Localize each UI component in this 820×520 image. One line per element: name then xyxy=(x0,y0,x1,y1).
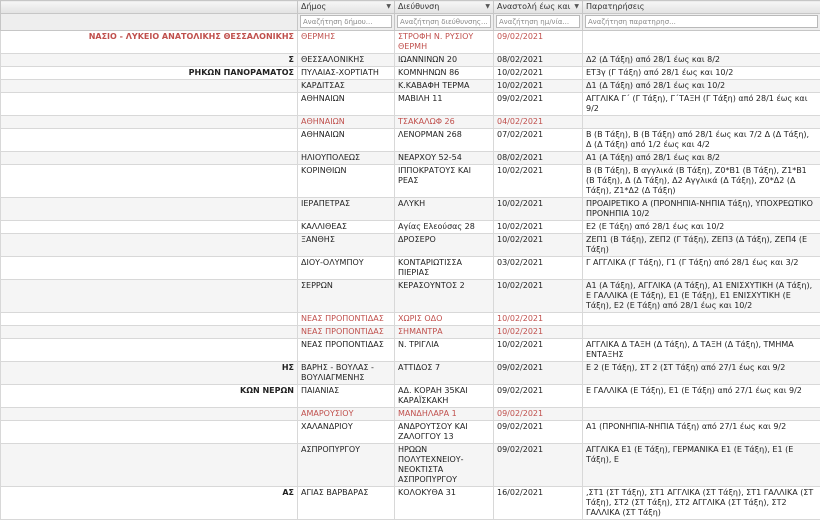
table-row[interactable] xyxy=(1,421,820,444)
filter-cell-address xyxy=(395,14,494,31)
school-cell xyxy=(1,80,298,93)
date-cell: 16/02/2021 xyxy=(494,487,583,520)
address-cell: ΚΕΡΑΣΟΥΝΤΟΣ 2 xyxy=(395,280,494,313)
date-cell: 09/02/2021 xyxy=(494,408,583,421)
municipality-cell: ΒΑΡΗΣ - ΒΟΥΛΑΣ - ΒΟΥΛΙΑΓΜΕΝΗΣ xyxy=(298,362,395,385)
notes-cell: Γ ΑΓΓΛΙΚΑ (Γ Τάξη), Γ1 (Γ Τάξη) από 28/1 έως και 3/2 xyxy=(583,257,820,280)
municipality-search-input[interactable] xyxy=(300,15,392,28)
address-cell: ΑΔ. ΚΟΡΑΗ 35ΚΑΙ ΚΑΡΑΪΣΚΑΚΗ xyxy=(395,385,494,408)
table-row[interactable] xyxy=(1,198,820,221)
table-body xyxy=(1,31,820,520)
school-cell xyxy=(1,326,298,339)
school-cell xyxy=(1,408,298,421)
date-cell: 04/02/2021 xyxy=(494,116,583,129)
municipality-cell: ΘΕΣΣΑΛΟΝΙΚΗΣ xyxy=(298,54,395,67)
school-cell xyxy=(1,280,298,313)
table-row[interactable] xyxy=(1,257,820,280)
municipality-cell: ΝΕΑΣ ΠΡΟΠΟΝΤΙΔΑΣ xyxy=(298,326,395,339)
notes-cell: Ε2 (Ε Τάξη) από 28/1 έως και 10/2 xyxy=(583,221,820,234)
date-cell: 08/02/2021 xyxy=(494,152,583,165)
notes-cell: Α1 (ΠΡΟΝΗΠΙΑ-ΝΗΠΙΑ Τάξη) από 27/1 έως και 9/2 xyxy=(583,421,820,444)
notes-cell: Ε ΓΑΛΛΙΚΑ (Ε Τάξη), Ε1 (Ε Τάξη) από 27/1 έως και 9/2 xyxy=(583,385,820,408)
address-search-input[interactable] xyxy=(397,15,491,28)
school-cell xyxy=(1,234,298,257)
date-cell: 10/02/2021 xyxy=(494,80,583,93)
date-cell: 10/02/2021 xyxy=(494,280,583,313)
notes-search-input[interactable] xyxy=(585,15,818,28)
school-cell xyxy=(1,257,298,280)
date-cell: 10/02/2021 xyxy=(494,234,583,257)
address-cell: ΜΑΝΔΗΛΑΡΑ 1 xyxy=(395,408,494,421)
school-cell: ΡΗΚΩΝ ΠΑΝΟΡΑΜΑΤΟΣ xyxy=(1,67,298,80)
school-cell xyxy=(1,116,298,129)
filter-cell-notes xyxy=(583,14,820,31)
address-cell: ΣΗΜΑΝΤΡΑ xyxy=(395,326,494,339)
school-cell: ΚΩΝ ΝΕΡΩΝ xyxy=(1,385,298,408)
address-cell: ΤΣΑΚΑΛΩΦ 26 xyxy=(395,116,494,129)
notes-cell: Δ1 (Δ Τάξη) από 28/1 έως και 10/2 xyxy=(583,80,820,93)
date-cell: 10/02/2021 xyxy=(494,339,583,362)
address-cell: ΚΟΜΝΗΝΩΝ 86 xyxy=(395,67,494,80)
address-cell: ΙΠΠΟΚΡΑΤΟΥΣ ΚΑΙ ΡΕΑΣ xyxy=(395,165,494,198)
address-cell: ΑΤΤΙΔΟΣ 7 xyxy=(395,362,494,385)
address-cell: ΚΟΝΤΑΡΙΩΤΙΣΣΑ ΠΙΕΡΙΑΣ xyxy=(395,257,494,280)
date-cell: 10/02/2021 xyxy=(494,165,583,198)
address-cell: ΑΛΥΚΗ xyxy=(395,198,494,221)
table-row[interactable] xyxy=(1,165,820,198)
date-search-input[interactable] xyxy=(496,15,580,28)
municipality-cell: ΑΜΑΡΟΥΣΙΟΥ xyxy=(298,408,395,421)
notes-cell: Α1 (Α Τάξη), ΑΓΓΛΙΚΑ (Α Τάξη), Α1 ΕΝΙΣΧΥΤΙΚΗ (Α Τάξη), Ε ΓΑΛΛΙΚΑ (Ε Τάξη), Ε1 (Ε Τάξη), Ε1 ΕΝΙΣΧΥΤΙΚΗ (Ε Τάξη), Ε2 (Ε Τάξη) από 28/1 έως και 10/2 xyxy=(583,280,820,313)
school-cell xyxy=(1,339,298,362)
notes-cell xyxy=(583,116,820,129)
notes-cell: Δ2 (Δ Τάξη) από 28/1 έως και 8/2 xyxy=(583,54,820,67)
municipality-cell: ΧΑΛΑΝΔΡΙΟΥ xyxy=(298,421,395,444)
municipality-cell: ΑΘΗΝΑΙΩΝ xyxy=(298,116,395,129)
date-cell: 09/02/2021 xyxy=(494,444,583,487)
address-cell: ΑΝΔΡΟΥΤΣΟΥ ΚΑΙ ΖΑΛΟΓΓΟΥ 13 xyxy=(395,421,494,444)
table-row[interactable] xyxy=(1,67,820,80)
date-cell: 09/02/2021 xyxy=(494,31,583,54)
school-cell: ΑΣ xyxy=(1,487,298,520)
date-cell: 09/02/2021 xyxy=(494,362,583,385)
sort-chevron-icon[interactable]: ▼ xyxy=(574,2,579,12)
table-row[interactable] xyxy=(1,339,820,362)
notes-cell: Β (Β Τάξη), Β (Β Τάξη) από 28/1 έως και 7/2 Δ (Δ Τάξη), Δ (Δ Τάξη) από 1/2 έως και 4/2 xyxy=(583,129,820,152)
table-row[interactable] xyxy=(1,487,820,520)
table-row[interactable] xyxy=(1,129,820,152)
address-cell: ΔΡΟΣΕΡΟ xyxy=(395,234,494,257)
notes-cell: ΠΡΟΑΙΡΕΤΙΚΟ Α (ΠΡΟΝΗΠΙΑ-ΝΗΠΙΑ Τάξη), ΥΠΟΧΡΕΩΤΙΚΟ ΠΡΟΝΗΠΙΑ 10/2 xyxy=(583,198,820,221)
table-row[interactable] xyxy=(1,152,820,165)
address-cell: ΝΕΑΡΧΟΥ 52-54 xyxy=(395,152,494,165)
address-cell: ΛΕΝΟΡΜΑΝ 268 xyxy=(395,129,494,152)
notes-cell: Ε 2 (Ε Τάξη), ΣΤ 2 (ΣΤ Τάξη) από 27/1 έως και 9/2 xyxy=(583,362,820,385)
municipality-cell: ΙΕΡΑΠΕΤΡΑΣ xyxy=(298,198,395,221)
table-row[interactable] xyxy=(1,31,820,54)
municipality-cell: ΑΘΗΝΑΙΩΝ xyxy=(298,93,395,116)
notes-cell xyxy=(583,31,820,54)
municipality-cell: ΝΕΑΣ ΠΡΟΠΟΝΤΙΔΑΣ xyxy=(298,339,395,362)
sort-chevron-icon[interactable]: ▼ xyxy=(386,2,391,12)
municipality-cell: ΚΑΡΔΙΤΣΑΣ xyxy=(298,80,395,93)
column-header-address[interactable]: Διεύθυνση ▼ xyxy=(395,1,494,14)
date-cell: 07/02/2021 xyxy=(494,129,583,152)
filter-cell-school xyxy=(1,14,298,31)
column-header-date[interactable]: Αναστολή έως και ▼ xyxy=(494,1,583,14)
school-cell xyxy=(1,152,298,165)
date-cell: 10/02/2021 xyxy=(494,67,583,80)
table-row[interactable] xyxy=(1,313,820,326)
date-cell: 10/02/2021 xyxy=(494,326,583,339)
column-header-notes[interactable]: Παρατηρήσεις xyxy=(583,1,820,14)
header-row xyxy=(1,1,820,14)
school-cell xyxy=(1,165,298,198)
school-cell xyxy=(1,221,298,234)
date-cell: 10/02/2021 xyxy=(494,221,583,234)
notes-cell: ΕΤ3γ (Γ Τάξη) από 28/1 έως και 10/2 xyxy=(583,67,820,80)
notes-cell: ΖΕΠ1 (Β Τάξη), ΖΕΠ2 (Γ Τάξη), ΖΕΠ3 (Δ Τάξη), ΖΕΠ4 (Ε Τάξη) xyxy=(583,234,820,257)
notes-cell xyxy=(583,313,820,326)
municipality-cell: ΑΘΗΝΑΙΩΝ xyxy=(298,129,395,152)
school-cell xyxy=(1,198,298,221)
table-row[interactable] xyxy=(1,221,820,234)
filter-cell-date xyxy=(494,14,583,31)
table-row[interactable] xyxy=(1,362,820,385)
municipality-cell: ΠΑΙΑΝΙΑΣ xyxy=(298,385,395,408)
address-cell: Αγίας Ελεούσας 28 xyxy=(395,221,494,234)
table-row[interactable] xyxy=(1,54,820,67)
table-row[interactable] xyxy=(1,234,820,257)
column-header-municipality[interactable]: Δήμος ▼ xyxy=(298,1,395,14)
notes-cell xyxy=(583,408,820,421)
municipality-cell: ΘΕΡΜΗΣ xyxy=(298,31,395,54)
table-row[interactable] xyxy=(1,385,820,408)
address-cell: ΧΩΡΙΣ ΟΔΟ xyxy=(395,313,494,326)
municipality-cell: ΔΙΟΥ-ΟΛΥΜΠΟΥ xyxy=(298,257,395,280)
school-cell xyxy=(1,93,298,116)
municipality-cell: ΚΟΡΙΝΘΙΩΝ xyxy=(298,165,395,198)
table-row[interactable] xyxy=(1,93,820,116)
municipality-cell: ΑΣΠΡΟΠΥΡΓΟΥ xyxy=(298,444,395,487)
municipality-cell: ΠΥΛΑΙΑΣ-ΧΟΡΤΙΑΤΗ xyxy=(298,67,395,80)
table-row[interactable] xyxy=(1,116,820,129)
notes-cell xyxy=(583,326,820,339)
table-row[interactable] xyxy=(1,280,820,313)
municipality-cell: ΝΕΑΣ ΠΡΟΠΟΝΤΙΔΑΣ xyxy=(298,313,395,326)
address-cell: ΣΤΡΟΦΗ Ν. ΡΥΣΙΟΥ ΘΕΡΜΗ xyxy=(395,31,494,54)
date-cell: 09/02/2021 xyxy=(494,385,583,408)
address-cell: Κ.ΚΑΒΑΦΗ ΤΕΡΜΑ xyxy=(395,80,494,93)
notes-cell: Α1 (Α Τάξη) από 28/1 έως και 8/2 xyxy=(583,152,820,165)
school-cell: ΗΣ xyxy=(1,362,298,385)
address-cell: Ν. ΤΡΙΓΛΙΑ xyxy=(395,339,494,362)
school-cell: ΝΑΣΙΟ - ΛΥΚΕΙΟ ΑΝΑΤΟΛΙΚΗΣ ΘΕΣΣΑΛΟΝΙΚΗΣ xyxy=(1,31,298,54)
notes-cell: ,ΣΤ1 (ΣΤ Τάξη), ΣΤ1 ΑΓΓΛΙΚΑ (ΣΤ Τάξη), ΣΤ1 ΓΑΛΛΙΚΑ (ΣΤ Τάξη), ΣΤ2 (ΣΤ Τάξη), ΣΤ2 ΑΓΓΛΙΚΑ (ΣΤ Τάξη), ΣΤ2 ΓΑΛΛΙΚΑ (ΣΤ Τάξη) xyxy=(583,487,820,520)
notes-cell: ΑΓΓΛΙΚΑ Γ΄ (Γ Τάξη), Γ΄ΤΑΞΗ (Γ Τάξη) από 28/1 έως και 9/2 xyxy=(583,93,820,116)
municipality-cell: ΗΛΙΟΥΠΟΛΕΩΣ xyxy=(298,152,395,165)
address-cell: ΙΩΑΝΝΙΝΩΝ 20 xyxy=(395,54,494,67)
school-cell xyxy=(1,421,298,444)
table-row[interactable] xyxy=(1,444,820,487)
column-header-school[interactable] xyxy=(1,1,298,14)
municipality-cell: ΞΑΝΘΗΣ xyxy=(298,234,395,257)
address-cell: ΚΟΛΟΚΥΘΑ 31 xyxy=(395,487,494,520)
address-cell: ΜΑΒΙΛΗ 11 xyxy=(395,93,494,116)
school-cell: Σ xyxy=(1,54,298,67)
date-cell: 10/02/2021 xyxy=(494,198,583,221)
school-cell xyxy=(1,129,298,152)
date-cell: 09/02/2021 xyxy=(494,93,583,116)
notes-cell: Β (Β Τάξη), Β αγγλικά (Β Τάξη), Ζ0*Β1 (Β Τάξη), Ζ1*Β1 (Β Τάξη), Δ (Δ Τάξη), Δ2 Αγγλικά (Δ Τάξη), Ζ0*Δ2 (Δ Τάξη), Ζ1*Δ2 (Δ Τάξη) xyxy=(583,165,820,198)
municipality-cell: ΑΓΙΑΣ ΒΑΡΒΑΡΑΣ xyxy=(298,487,395,520)
notes-cell: ΑΓΓΛΙΚΑ Δ ΤΑΞΗ (Δ Τάξη), Δ ΤΑΞΗ (Δ Τάξη), ΤΜΗΜΑ ΕΝΤΑΞΗΣ xyxy=(583,339,820,362)
date-cell: 09/02/2021 xyxy=(494,421,583,444)
date-cell: 10/02/2021 xyxy=(494,313,583,326)
school-cell xyxy=(1,444,298,487)
date-cell: 08/02/2021 xyxy=(494,54,583,67)
table-row[interactable] xyxy=(1,80,820,93)
table-row[interactable] xyxy=(1,408,820,421)
municipality-cell: ΚΑΛΛΙΘΕΑΣ xyxy=(298,221,395,234)
date-cell: 03/02/2021 xyxy=(494,257,583,280)
table-row[interactable] xyxy=(1,326,820,339)
school-cell xyxy=(1,313,298,326)
address-cell: ΗΡΩΩΝ ΠΟΛΥΤΕΧΝΕΙΟΥ-ΝΕΟΚΤΙΣΤΑ ΑΣΠΡΟΠΥΡΓΟΥ xyxy=(395,444,494,487)
notes-cell: ΑΓΓΛΙΚΑ Ε1 (Ε Τάξη), ΓΕΡΜΑΝΙΚΑ Ε1 (Ε Τάξη), Ε1 (Ε Τάξη), Ε xyxy=(583,444,820,487)
filter-row xyxy=(1,14,820,31)
filter-cell-municipality xyxy=(298,14,395,31)
sort-chevron-icon[interactable]: ▼ xyxy=(485,2,490,12)
municipality-cell: ΣΕΡΡΩΝ xyxy=(298,280,395,313)
